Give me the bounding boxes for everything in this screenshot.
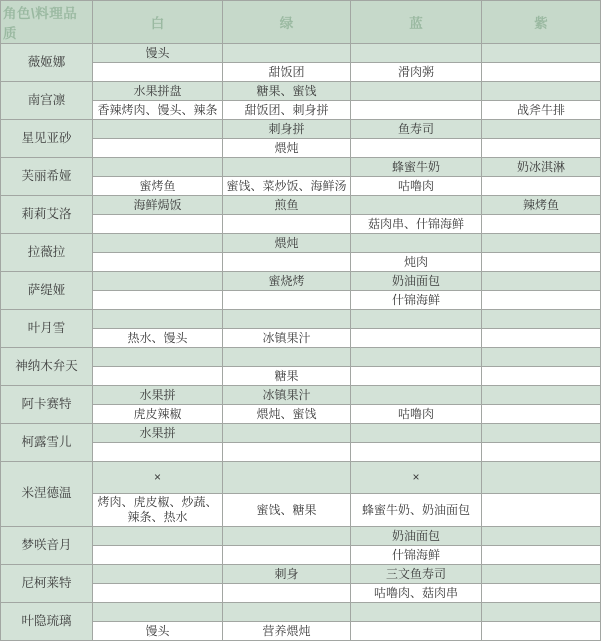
table-body: [1, 44, 601, 641]
cell-purple-quality: [482, 386, 601, 405]
cell-blue-quality: [351, 603, 482, 622]
cell-blue-quality: [351, 139, 482, 158]
character-row-primary: [1, 603, 601, 622]
character-name: 芙丽希娅: [1, 158, 93, 196]
cell-green-quality: 蜜饯、糖果: [223, 494, 351, 527]
cell-purple-quality: [482, 424, 601, 443]
cell-blue-quality: 蜂蜜牛奶、奶油面包: [351, 494, 482, 527]
cell-green-quality: 煎鱼: [223, 196, 351, 215]
cell-white-quality: 水果拼: [93, 386, 223, 405]
cell-purple-quality: [482, 494, 601, 527]
character-row-primary: [1, 565, 601, 584]
col-header-green-quality: 绿: [223, 1, 351, 44]
cell-green-quality: [223, 424, 351, 443]
character-name: 尼柯莱特: [1, 565, 93, 603]
cell-white-quality: 蜜烤鱼: [93, 177, 223, 196]
cell-white-quality: [93, 139, 223, 158]
character-row-primary: [1, 462, 601, 494]
cell-white-quality: [93, 584, 223, 603]
character-name: 神纳木弁天: [1, 348, 93, 386]
character-name: 叶月雪: [1, 310, 93, 348]
cell-blue-quality: [351, 386, 482, 405]
cell-white-quality: [93, 527, 223, 546]
cell-blue-quality: 咕噜肉: [351, 177, 482, 196]
cell-purple-quality: [482, 310, 601, 329]
character-name: 米涅德温: [1, 462, 93, 527]
cell-blue-quality: 咕噜肉: [351, 405, 482, 424]
cell-green-quality: 刺身: [223, 565, 351, 584]
character-row-primary: [1, 272, 601, 291]
cell-blue-quality: [351, 367, 482, 386]
cell-blue-quality: 三文鱼寿司: [351, 565, 482, 584]
cell-green-quality: 甜饭团、刺身拼: [223, 101, 351, 120]
cell-green-quality: [223, 443, 351, 462]
cell-blue-quality: [351, 234, 482, 253]
character-row-primary: [1, 196, 601, 215]
character-row-primary: [1, 158, 601, 177]
cell-green-quality: 煨炖: [223, 139, 351, 158]
cell-green-quality: [223, 348, 351, 367]
cell-green-quality: [223, 310, 351, 329]
cell-purple-quality: [482, 565, 601, 584]
cell-purple-quality: [482, 253, 601, 272]
cell-green-quality: 蜜饯、菜炒饭、海鲜汤: [223, 177, 351, 196]
cell-blue-quality: 蜂蜜牛奶: [351, 158, 482, 177]
cell-green-quality: 冰镇果汁: [223, 329, 351, 348]
cell-green-quality: 糖果、蜜饯: [223, 82, 351, 101]
header-row: [1, 1, 601, 44]
col-header-purple-quality: 紫: [482, 1, 601, 44]
cell-white-quality: ×: [93, 462, 223, 494]
cell-green-quality: [223, 603, 351, 622]
character-row-primary: [1, 424, 601, 443]
cell-green-quality: [223, 527, 351, 546]
character-name: 叶隐琉璃: [1, 603, 93, 641]
cell-blue-quality: ×: [351, 462, 482, 494]
character-name: 拉薇拉: [1, 234, 93, 272]
cell-blue-quality: [351, 622, 482, 641]
cell-white-quality: 海鲜焗饭: [93, 196, 223, 215]
character-row-primary: [1, 44, 601, 63]
cell-green-quality: [223, 158, 351, 177]
cell-white-quality: [93, 120, 223, 139]
cell-purple-quality: [482, 291, 601, 310]
cell-purple-quality: [482, 603, 601, 622]
cell-blue-quality: [351, 424, 482, 443]
cell-green-quality: [223, 291, 351, 310]
character-row-primary: [1, 310, 601, 329]
cell-purple-quality: [482, 177, 601, 196]
cell-green-quality: 甜饭团: [223, 63, 351, 82]
character-name: 阿卡赛特: [1, 386, 93, 424]
col-header-white-quality: 白: [93, 1, 223, 44]
cell-white-quality: [93, 348, 223, 367]
cell-white-quality: 馒头: [93, 44, 223, 63]
cell-purple-quality: [482, 234, 601, 253]
cell-purple-quality: [482, 546, 601, 565]
cell-white-quality: [93, 253, 223, 272]
cell-white-quality: [93, 63, 223, 82]
character-name: 柯露雪儿: [1, 424, 93, 462]
cell-white-quality: 热水、馒头: [93, 329, 223, 348]
character-name: 萨缇娅: [1, 272, 93, 310]
cell-blue-quality: [351, 101, 482, 120]
cell-purple-quality: [482, 44, 601, 63]
cell-blue-quality: 奶油面包: [351, 272, 482, 291]
cell-blue-quality: [351, 310, 482, 329]
character-row-primary: [1, 348, 601, 367]
cell-green-quality: 刺身拼: [223, 120, 351, 139]
cell-green-quality: 糖果: [223, 367, 351, 386]
cell-purple-quality: 奶冰淇淋: [482, 158, 601, 177]
cell-purple-quality: [482, 120, 601, 139]
cell-blue-quality: 奶油面包: [351, 527, 482, 546]
cell-green-quality: [223, 462, 351, 494]
cell-green-quality: 蜜烧烤: [223, 272, 351, 291]
character-name: 莉莉艾洛: [1, 196, 93, 234]
cell-purple-quality: [482, 272, 601, 291]
cell-white-quality: [93, 291, 223, 310]
cell-blue-quality: [351, 329, 482, 348]
cell-white-quality: [93, 367, 223, 386]
cell-purple-quality: [482, 443, 601, 462]
cell-green-quality: [223, 546, 351, 565]
cell-white-quality: [93, 565, 223, 584]
cell-green-quality: [223, 44, 351, 63]
cell-purple-quality: 辣烤鱼: [482, 196, 601, 215]
cell-white-quality: 水果拼盘: [93, 82, 223, 101]
cell-white-quality: [93, 234, 223, 253]
cell-purple-quality: [482, 139, 601, 158]
character-row-primary: [1, 234, 601, 253]
cell-purple-quality: [482, 622, 601, 641]
character-row-primary: [1, 386, 601, 405]
col-header-blue-quality: 蓝: [351, 1, 482, 44]
cell-green-quality: [223, 215, 351, 234]
cell-blue-quality: [351, 348, 482, 367]
cell-purple-quality: [482, 367, 601, 386]
cell-white-quality: [93, 310, 223, 329]
cell-white-quality: 香辣烤肉、馒头、辣条: [93, 101, 223, 120]
cell-blue-quality: 炖肉: [351, 253, 482, 272]
cell-blue-quality: [351, 82, 482, 101]
character-row-primary: [1, 82, 601, 101]
character-name: 星见亚砂: [1, 120, 93, 158]
cell-white-quality: [93, 215, 223, 234]
cell-purple-quality: [482, 63, 601, 82]
cell-blue-quality: 什锦海鲜: [351, 291, 482, 310]
cell-green-quality: 冰镇果汁: [223, 386, 351, 405]
cell-blue-quality: 咕噜肉、菇肉串: [351, 584, 482, 603]
cell-blue-quality: [351, 443, 482, 462]
cell-purple-quality: [482, 329, 601, 348]
character-row-primary: [1, 527, 601, 546]
cell-white-quality: [93, 272, 223, 291]
cell-green-quality: 煨炖: [223, 234, 351, 253]
cell-purple-quality: [482, 527, 601, 546]
cell-blue-quality: [351, 44, 482, 63]
cell-white-quality: 水果拼: [93, 424, 223, 443]
cell-green-quality: [223, 253, 351, 272]
cell-purple-quality: 战斧牛排: [482, 101, 601, 120]
cell-green-quality: [223, 584, 351, 603]
cell-purple-quality: [482, 405, 601, 424]
cell-white-quality: [93, 546, 223, 565]
cell-green-quality: 营养煨炖: [223, 622, 351, 641]
cell-purple-quality: [482, 584, 601, 603]
cell-blue-quality: 滑肉粥: [351, 63, 482, 82]
character-name: 薇姬娜: [1, 44, 93, 82]
cell-white-quality: [93, 443, 223, 462]
cell-purple-quality: [482, 462, 601, 494]
cell-blue-quality: 鱼寿司: [351, 120, 482, 139]
character-name: 梦咲音月: [1, 527, 93, 565]
cell-blue-quality: 菇肉串、什锦海鲜: [351, 215, 482, 234]
cell-purple-quality: [482, 215, 601, 234]
cell-white-quality: [93, 603, 223, 622]
cell-white-quality: 烤肉、虎皮椒、炒蔬、辣条、热水: [93, 494, 223, 527]
character-row-primary: [1, 120, 601, 139]
cell-blue-quality: [351, 196, 482, 215]
cell-purple-quality: [482, 348, 601, 367]
cell-white-quality: 虎皮辣椒: [93, 405, 223, 424]
cell-blue-quality: 什锦海鲜: [351, 546, 482, 565]
cell-white-quality: 馒头: [93, 622, 223, 641]
cell-green-quality: 煨炖、蜜饯: [223, 405, 351, 424]
corner-header: 角色\料理品质: [1, 1, 93, 44]
character-name: 南宫凛: [1, 82, 93, 120]
cell-purple-quality: [482, 82, 601, 101]
cell-white-quality: [93, 158, 223, 177]
